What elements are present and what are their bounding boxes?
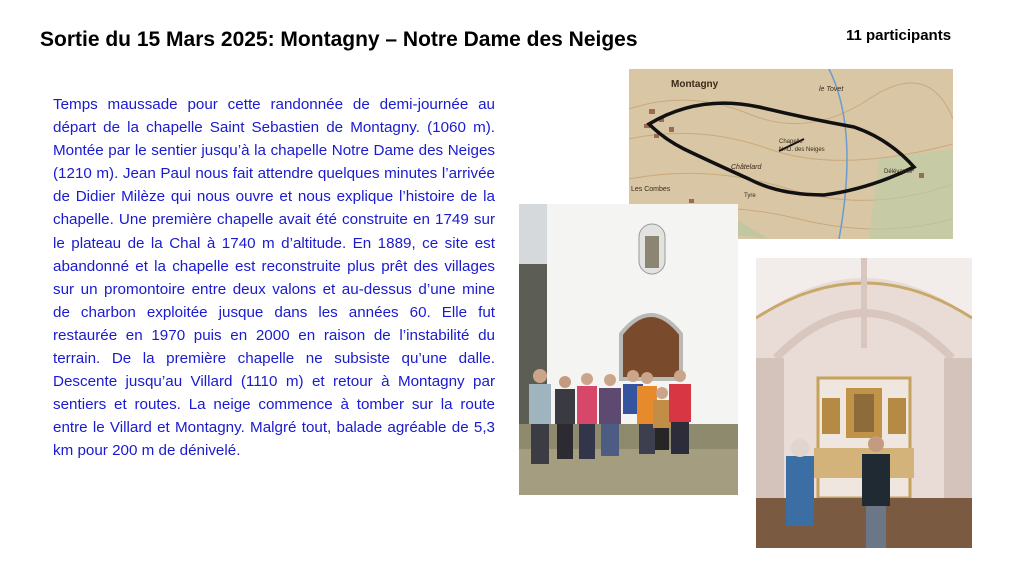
map-label-delevance: Délévance (884, 169, 913, 175)
hike-description: Temps maussade pour cette randonnée de demi-journée au départ de la chapelle Saint Sebastien de Montagny. (1060 m). Montée par le sentier jusqu’à la chapelle Notre Dame des Neiges (1210 m). Jean Paul nous fait attendre quelques minutes l’arrivée de Didier Milèze qui nous ouvre et nous explique l’histoire de la chapelle. Une première chapelle avait été construite en 1749 sur le plateau de la Chal à 1740 m d’altitude. En 1889, ce site est abandonné et la chapelle est reconstruite plus prêt des villages sur un promontoire entre deux valons et au-dessus d’une mine de charbon exploitée jusque dans les années 60. Elle fut restaurée en 1970 puis en 2000 en raison de l’instabilité du terrain. De la première chapelle ne subsiste qu’une dalle. Descente jusqu’au Villard (1110 m) et retour à Montagny par sentiers et routes. La neige commence à tomber sur la route entre le Villard et Montagny. Malgré tout, balade agréable de 5,3 km pour 200 m de dénivelé. (53, 96, 495, 460)
map-label-chapelle: Chapelle (779, 139, 803, 145)
map-label-chatelard: Châtelard (731, 164, 762, 171)
group-photo-chapel (519, 204, 738, 495)
chapel-interior-photo (756, 258, 972, 548)
map-label-le-tovet: le Tovet (819, 86, 844, 93)
map-label-nd-des-neiges: N.-D. des Neiges (779, 147, 825, 153)
participants-count: 11 participants (846, 27, 952, 44)
map-label-les-combes: Les Combes (631, 186, 671, 193)
map-label-montagny: Montagny (671, 79, 719, 90)
slide-title: Sortie du 15 Mars 2025: Montagny – Notre Dame des Neiges (40, 28, 638, 51)
map-label-tyre: Tyre (744, 193, 756, 199)
